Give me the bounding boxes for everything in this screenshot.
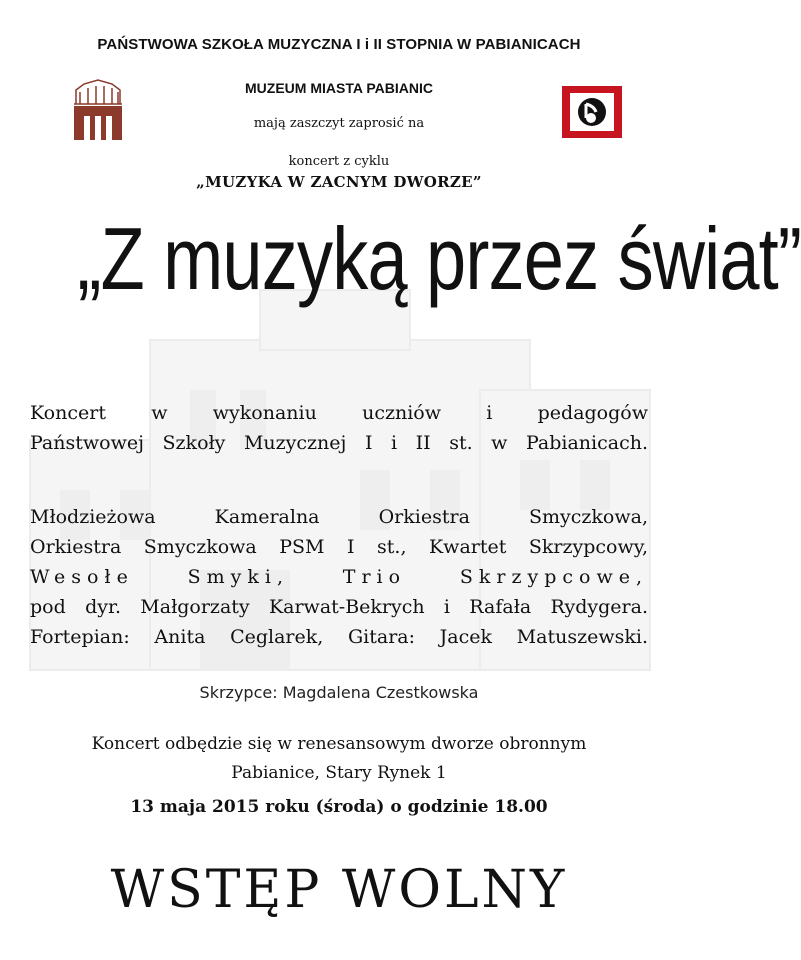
body-line: Państwowej Szkoły Muzycznej I i II st. w Pabianicach. — [30, 432, 648, 454]
ensembles-list — [30, 502, 648, 652]
series-name: „MUZYKA W ZACNYM DWORZE” — [196, 173, 482, 191]
body-line: pod dyr. Małgorzaty Karwat-Bekrych i Rafała Rydygera. — [30, 596, 648, 618]
concert-title: „Z muzyką przez świat” — [77, 209, 801, 308]
venue-address: Pabianice, Stary Rynek 1 — [231, 763, 447, 783]
body-line: Młodzieżowa Kameralna Orkiestra Smyczkowa, — [30, 506, 648, 528]
music-school-logo-icon — [560, 84, 624, 140]
series-intro: koncert z cyklu — [288, 154, 390, 169]
school-name: PAŃSTWOWA SZKOŁA MUZYCZNA I i II STOPNIA W PABIANICACH — [97, 36, 581, 53]
invitation-text: mają zaszczyt zaprosić na — [253, 116, 425, 131]
free-admission: WSTĘP WOLNY — [110, 860, 568, 920]
performers-intro — [30, 398, 648, 458]
body-line: Orkiestra Smyczkowa PSM I st., Kwartet Skrzypcowy, — [30, 536, 648, 558]
violin-soloist: Skrzypce: Magdalena Czestkowska — [199, 683, 479, 702]
museum-name: MUZEUM MIASTA PABIANIC — [245, 80, 433, 96]
body-line: Fortepian: Anita Ceglarek, Gitara: Jacek Matuszewski. — [30, 626, 648, 648]
body-line: Wesołe Smyki, Trio Skrzypcowe, — [30, 566, 648, 588]
concert-date: 13 maja 2015 roku (środa) o godzinie 18.00 — [130, 797, 548, 817]
body-line: Koncert w wykonaniu uczniów i pedagogów — [30, 402, 648, 424]
venue-description: Koncert odbędzie się w renesansowym dworze obronnym — [91, 734, 587, 754]
